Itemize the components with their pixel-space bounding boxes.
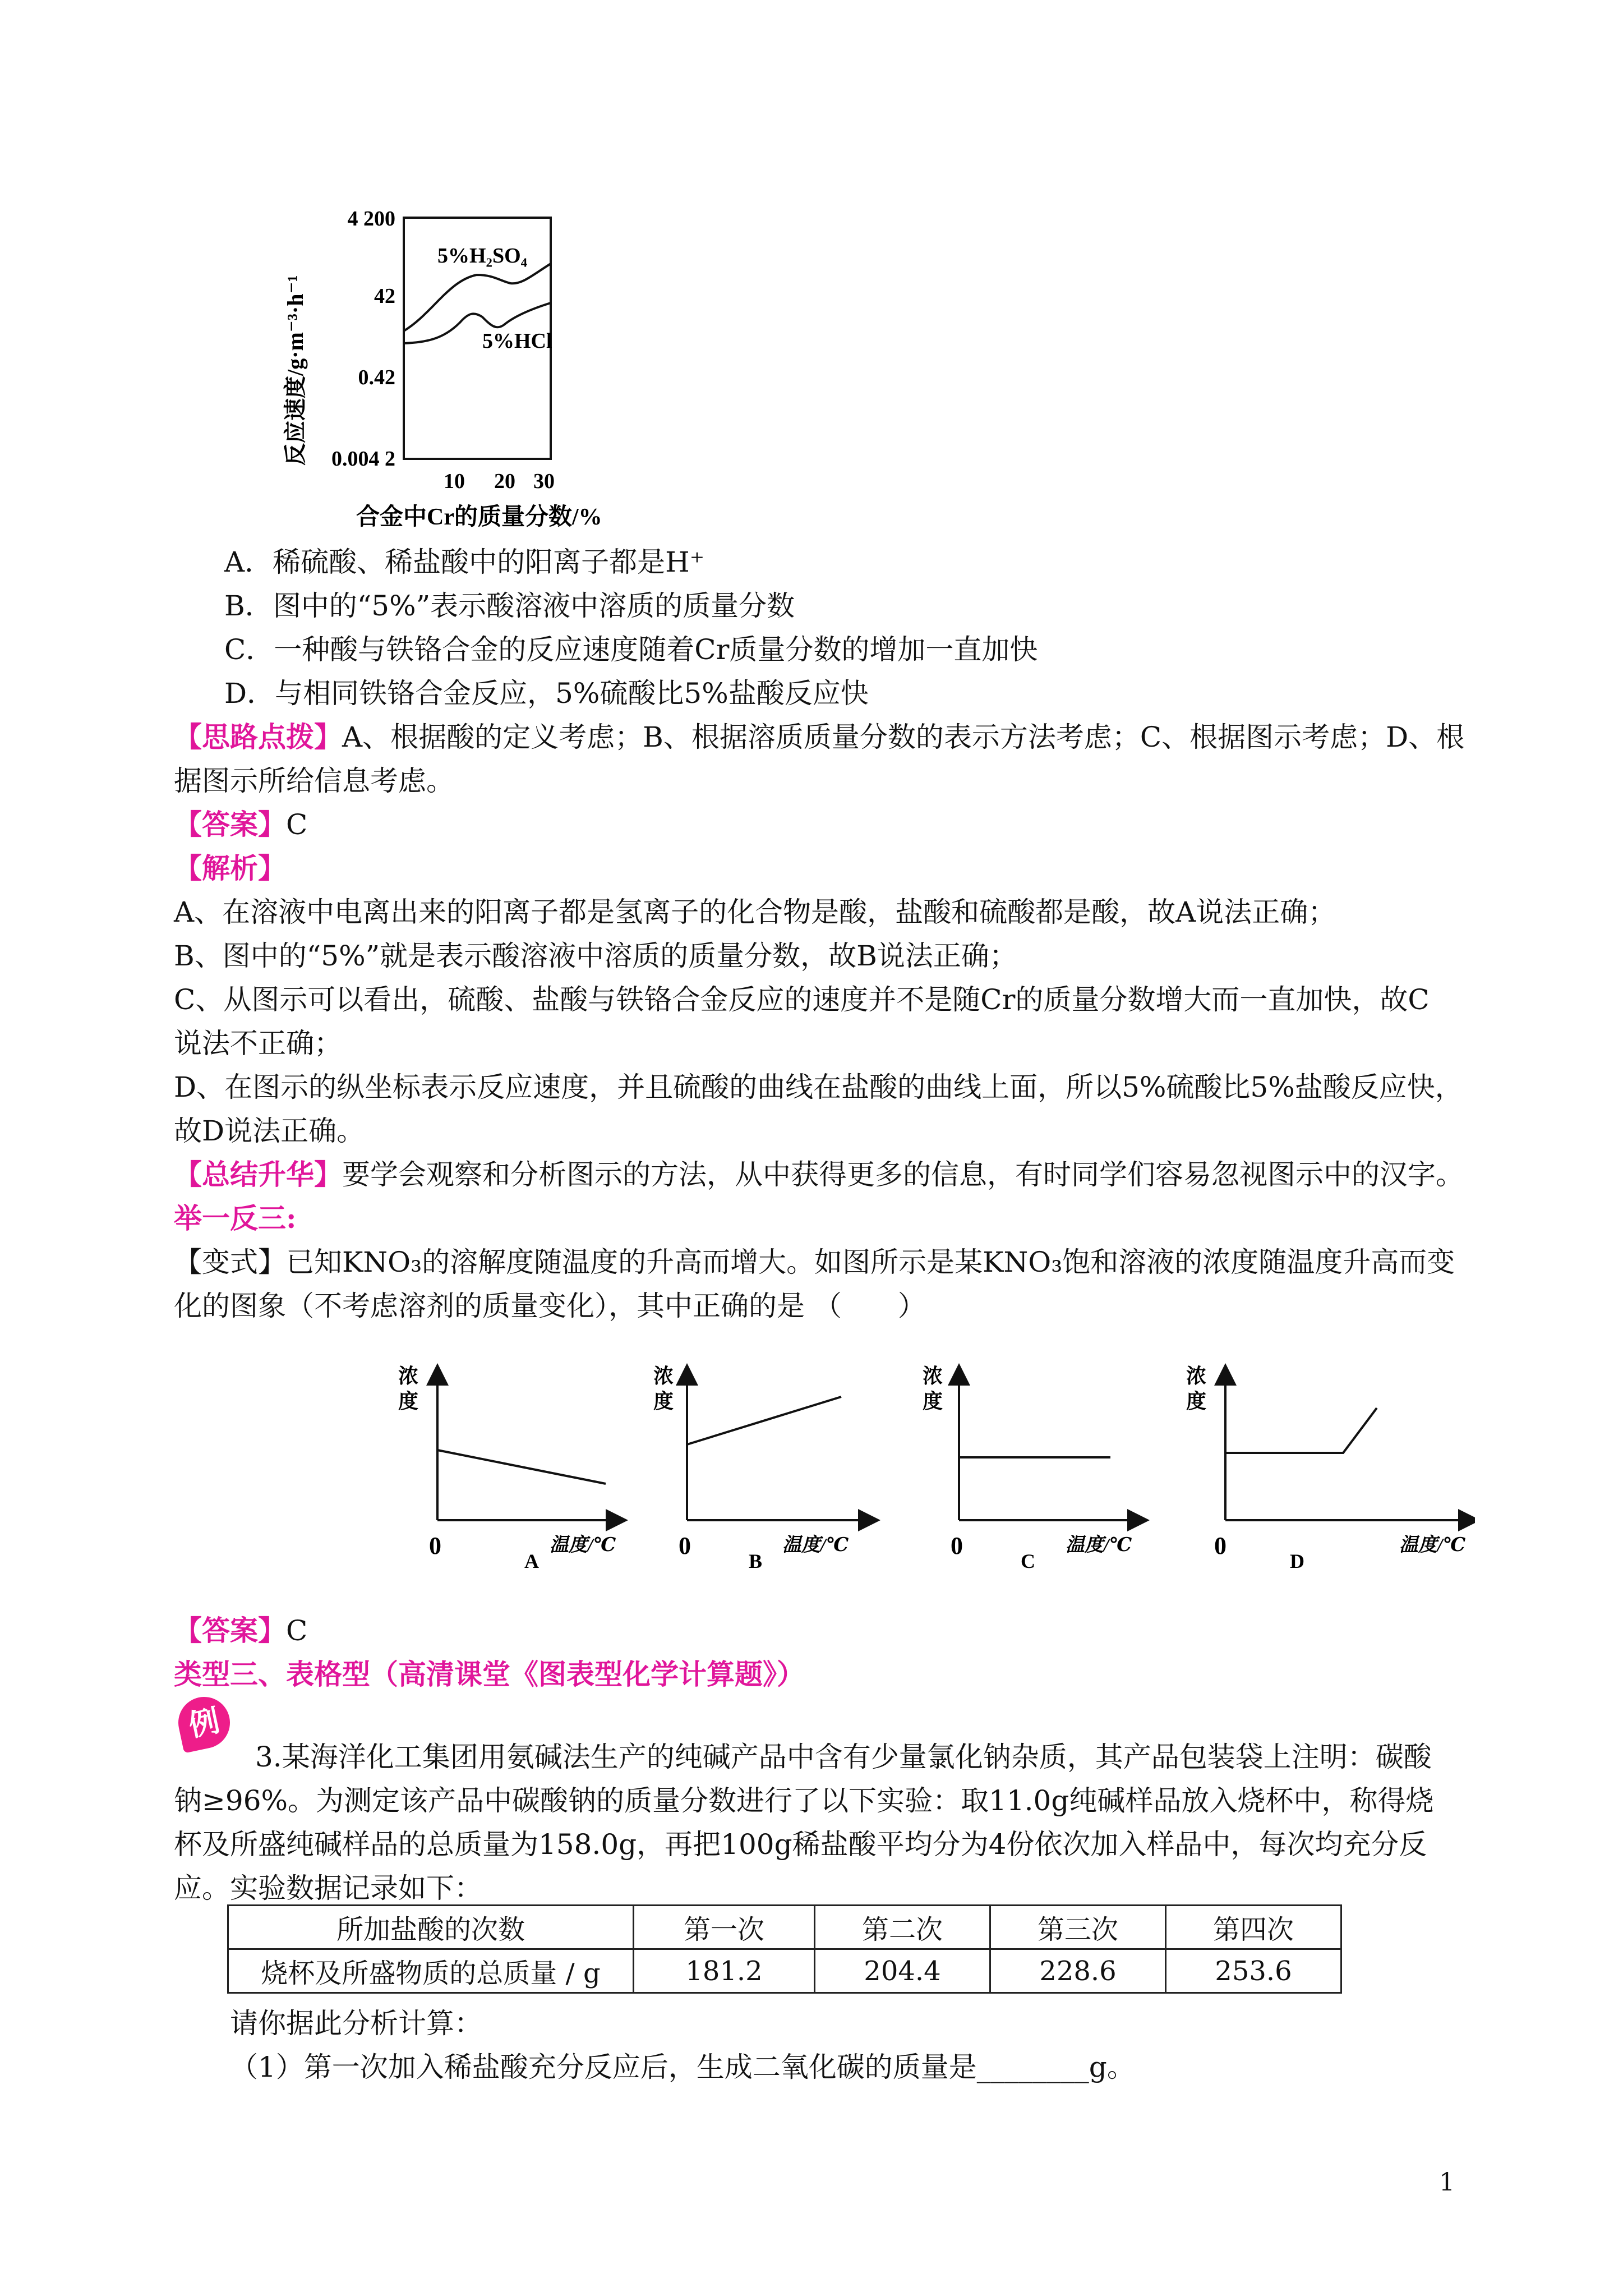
h2so4-curve xyxy=(404,264,551,331)
series-label-hcl: 5%HCl xyxy=(482,329,552,353)
mini-letter: A xyxy=(524,1550,539,1572)
chart1-xtick: 30 xyxy=(533,470,555,493)
problem-line: 应。实验数据记录如下： xyxy=(174,1872,482,1904)
mini-chart-b xyxy=(653,1365,869,1572)
problem-line: 杯及所盛纯碱样品的总质量为158.0g，再把100g稀盐酸平均分为4份依次加入样品中，每次均充分反 xyxy=(174,1828,1427,1861)
example-badge xyxy=(173,1692,234,1753)
answer-label: 【答案】 xyxy=(174,808,286,841)
series-label-h2so4: 5%H₂SO₄ xyxy=(437,244,528,268)
problem-line: 钠≥96%。为测定该产品中碳酸钠的质量分数进行了以下实验：取11.0g纯碱样品放入烧杯中，称得烧 xyxy=(174,1784,1434,1817)
problem-line: 3.某海洋化工集团用氨碱法生产的纯碱产品中含有少量氯化钠杂质，其产品包装袋上注明：碳酸 xyxy=(255,1741,1432,1773)
option-a: A．稀硫酸、稀盐酸中的阳离子都是H⁺ xyxy=(224,546,705,578)
variant-line-2: 化的图象（不考虑溶剂的质量变化），其中正确的是 （ ） xyxy=(174,1290,926,1322)
curve-d xyxy=(1225,1408,1377,1453)
mini-xlabel: 温度/℃ xyxy=(1399,1535,1466,1556)
chart1-ytick: 42 xyxy=(374,284,395,308)
mini-chart-a xyxy=(398,1365,617,1572)
analysis-line: D、在图示的纵坐标表示反应速度，并且硫酸的曲线在盐酸的曲线上面，所以5%硫酸比5%盐酸反应快， xyxy=(174,1071,1463,1103)
table-cell: 204.4 xyxy=(815,1949,990,1993)
answer2-value: C xyxy=(286,1614,308,1647)
answer-value: C xyxy=(286,808,308,841)
mini-origin: 0 xyxy=(1214,1532,1227,1559)
option-b: B．图中的“5%”表示酸溶液中溶质的质量分数 xyxy=(224,590,795,622)
mini-chart-d xyxy=(1186,1365,1469,1572)
answer-line xyxy=(174,807,307,843)
mini-ylabel-bottom: 度 xyxy=(923,1390,943,1412)
analysis-label: 【解析】 xyxy=(174,852,286,885)
mini-origin: 0 xyxy=(679,1532,691,1559)
summary-line xyxy=(174,1157,1464,1193)
option-d: D．与相同铁铬合金反应，5%硫酸比5%盐酸反应快 xyxy=(224,677,869,710)
analysis-line: B、图中的“5%”就是表示酸溶液中溶质的质量分数，故B说法正确； xyxy=(174,940,1017,972)
mini-ylabel-top: 浓 xyxy=(923,1365,943,1387)
mini-ylabel-bottom: 度 xyxy=(398,1390,419,1412)
mini-chart-c xyxy=(923,1365,1138,1572)
ask-line: 请你据此分析计算： xyxy=(230,2007,482,2040)
table-cell: 第三次 xyxy=(990,1906,1166,1949)
table-cell: 第四次 xyxy=(1166,1906,1341,1949)
experiment-table xyxy=(227,1904,1342,1994)
hint-text: A、根据酸的定义考虑；B、根据溶质质量分数的表示方法考虑；C、根据图示考虑；D、根 xyxy=(342,721,1465,753)
example-badge-text: 例 xyxy=(185,1702,223,1743)
answer2-label: 【答案】 xyxy=(174,1614,286,1647)
answer2-line xyxy=(174,1613,307,1649)
chart1-xtick: 20 xyxy=(494,470,515,493)
mini-ylabel-top: 浓 xyxy=(653,1365,674,1387)
option-c: C．一种酸与铁铬合金的反应速度随着Cr质量分数的增加一直加快 xyxy=(224,633,1038,666)
mini-letter: B xyxy=(749,1550,763,1572)
mini-xlabel: 温度/℃ xyxy=(1066,1535,1132,1556)
analysis-line: 故D说法正确。 xyxy=(174,1115,365,1147)
hint-label: 【思路点拨】 xyxy=(174,720,342,753)
summary-text: 要学会观察和分析图示的方法，从中获得更多的信息，有时同学们容易忽视图示中的汉字。 xyxy=(342,1158,1464,1191)
chart1-ytick: 4 200 xyxy=(347,207,395,231)
analysis-line: C、从图示可以看出，硫酸、盐酸与铁铬合金反应的速度并不是随Cr的质量分数增大而一直加快，故C xyxy=(174,983,1430,1016)
chart1-xlabel: 合金中Cr的质量分数/% xyxy=(356,504,602,530)
curve-b xyxy=(687,1397,841,1444)
question-1: （1）第一次加入稀盐酸充分反应后，生成二氧化碳的质量是________g。 xyxy=(230,2051,1135,2083)
mini-ylabel-top: 浓 xyxy=(398,1365,419,1387)
type3-heading: 类型三、表格型（高清课堂《图表型化学计算题》） xyxy=(174,1658,805,1691)
table-cell: 253.6 xyxy=(1166,1949,1341,1993)
table-cell: 228.6 xyxy=(990,1949,1166,1993)
mini-ylabel-top: 浓 xyxy=(1186,1365,1207,1387)
table-cell: 烧杯及所盛物质的总质量 / g xyxy=(228,1949,634,1993)
table-header-row xyxy=(228,1906,1341,1949)
mini-letter: D xyxy=(1290,1550,1304,1572)
hint-line-1 xyxy=(174,719,1464,755)
mini-xlabel: 温度/℃ xyxy=(550,1535,616,1556)
analysis-line: A、在溶液中电离出来的阳离子都是氢离子的化合物是酸，盐酸和硫酸都是酸，故A说法正确； xyxy=(174,896,1336,928)
mini-origin: 0 xyxy=(429,1532,441,1559)
concentration-charts xyxy=(387,1358,1475,1582)
summary-label: 【总结升华】 xyxy=(174,1158,342,1191)
mini-origin: 0 xyxy=(951,1532,963,1559)
chart1-ytick: 0.004 2 xyxy=(331,447,395,471)
table-cell: 所加盐酸的次数 xyxy=(228,1906,634,1949)
curve-a xyxy=(437,1450,606,1484)
mini-ylabel-bottom: 度 xyxy=(1186,1390,1207,1412)
table-cell: 第一次 xyxy=(634,1906,815,1949)
chart1-ytick: 0.42 xyxy=(358,366,395,389)
mini-letter: C xyxy=(1021,1550,1035,1572)
table-cell: 第二次 xyxy=(815,1906,990,1949)
chart1-xtick: 10 xyxy=(444,470,465,493)
page-number: 1 xyxy=(1439,2168,1455,2197)
table-row xyxy=(228,1949,1341,1993)
reaction-rate-chart xyxy=(269,191,628,539)
mini-xlabel: 温度/℃ xyxy=(782,1535,849,1556)
hint-line-2: 据图示所给信息考虑。 xyxy=(174,765,454,797)
table-cell: 181.2 xyxy=(634,1949,815,1993)
analysis-line: 说法不正确； xyxy=(174,1027,342,1060)
practice-heading: 举一反三: xyxy=(174,1202,297,1235)
chart1-ylabel: 反应速度/g·m⁻³·h⁻¹ xyxy=(283,275,308,466)
variant-line-1: 【变式】已知KNO₃的溶解度随温度的升高而增大。如图所示是某KNO₃饱和溶液的浓度随温度升高而变 xyxy=(174,1246,1455,1278)
mini-ylabel-bottom: 度 xyxy=(653,1390,674,1412)
